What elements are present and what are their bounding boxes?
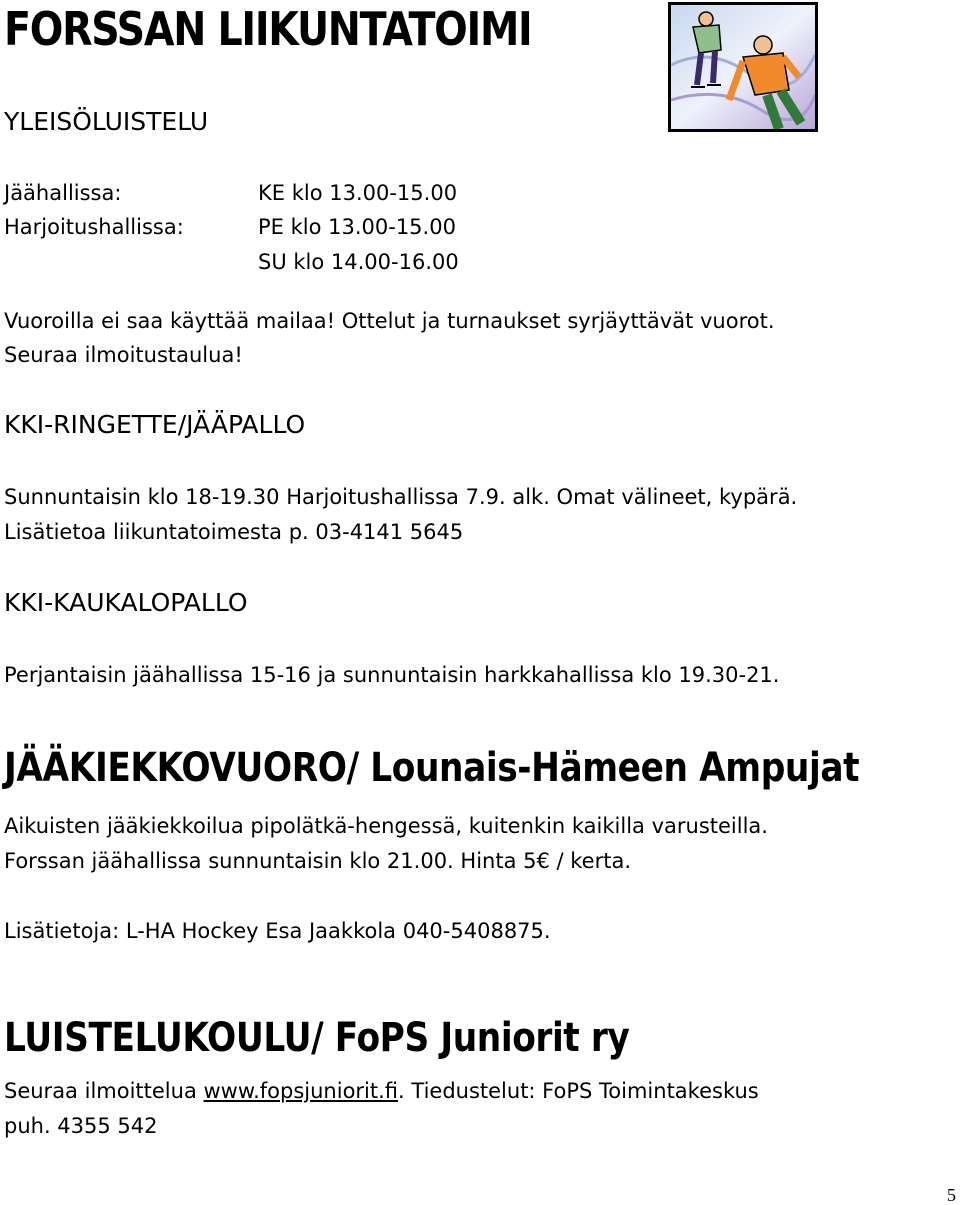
schedule-label-harjoitushalli: Harjoitushallissa: bbox=[4, 215, 184, 239]
jaakiekko-contact: Lisätietoja: L-HA Hockey Esa Jaakkola 040-5408875. bbox=[4, 919, 551, 943]
luistelukoulu-info-prefix: Seuraa ilmoittelua bbox=[4, 1079, 204, 1103]
jaakiekko-description: Aikuisten jääkiekkoilua pipolätkä-hengessä, kuitenkin kaikilla varusteilla. bbox=[4, 814, 768, 838]
schedule-label-jaahalli: Jäähallissa: bbox=[4, 181, 122, 205]
section-heading-luistelukoulu: LUISTELUKOULU/ FoPS Juniorit ry bbox=[4, 1015, 630, 1061]
page-title: FORSSAN LIIKUNTATOIMI bbox=[4, 2, 532, 56]
section-heading-yleisoluistelu: YLEISÖLUISTELU bbox=[4, 107, 209, 136]
page-number: 5 bbox=[947, 1185, 956, 1205]
luistelukoulu-info-suffix: . Tiedustelut: FoPS Toimintakeskus bbox=[398, 1079, 759, 1103]
kaukalopallo-schedule: Perjantaisin jäähallissa 15-16 ja sunnuntaisin harkkahallissa klo 19.30-21. bbox=[4, 663, 780, 687]
section-heading-ringette: KKI-RINGETTE/JÄÄPALLO bbox=[4, 410, 306, 439]
schedule-time-pe: PE klo 13.00-15.00 bbox=[258, 215, 456, 239]
luistelukoulu-info bbox=[4, 1076, 759, 1106]
rules-note: Vuoroilla ei saa käyttää mailaa! Ottelut ja turnaukset syrjäyttävät vuorot. bbox=[4, 309, 775, 333]
ringette-info: Lisätietoa liikuntatoimesta p. 03-4141 5645 bbox=[4, 520, 464, 544]
ringette-schedule: Sunnuntaisin klo 18-19.30 Harjoitushallissa 7.9. alk. Omat välineet, kypärä. bbox=[4, 485, 798, 509]
fops-website-link[interactable]: www.fopsjuniorit.fi bbox=[203, 1079, 399, 1103]
section-heading-jaakiekko: JÄÄKIEKKOVUORO/ Lounais-Hämeen Ampujat bbox=[4, 745, 860, 791]
ice-skaters-icon bbox=[668, 2, 818, 132]
jaakiekko-schedule-price: Forssan jäähallissa sunnuntaisin klo 21.00. Hinta 5€ / kerta. bbox=[4, 849, 632, 873]
notice-board-note: Seuraa ilmoitustaulua! bbox=[4, 343, 243, 367]
schedule-time-su: SU klo 14.00-16.00 bbox=[258, 250, 459, 274]
schedule-time-ke: KE klo 13.00-15.00 bbox=[258, 181, 458, 205]
luistelukoulu-phone: puh. 4355 542 bbox=[4, 1114, 158, 1138]
section-heading-kaukalopallo: KKI-KAUKALOPALLO bbox=[4, 588, 248, 617]
